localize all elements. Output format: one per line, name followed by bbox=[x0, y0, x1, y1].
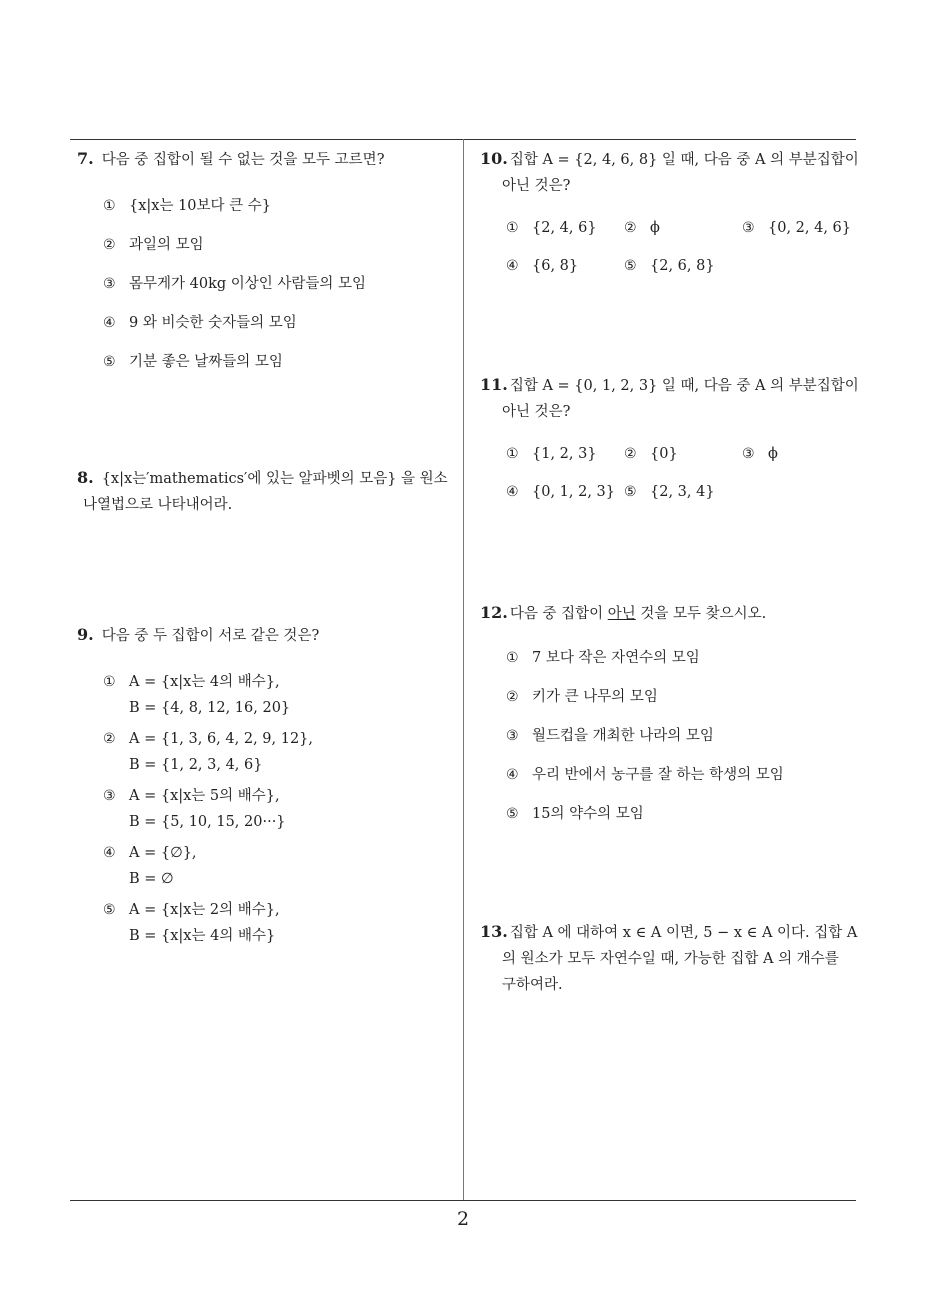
option-2: ② 과일의 모임 bbox=[103, 237, 204, 253]
column-divider bbox=[463, 139, 464, 1200]
question-12 bbox=[480, 600, 784, 827]
question-7 bbox=[77, 146, 384, 375]
option-2: ② ϕ bbox=[624, 220, 660, 236]
option-3: ③ ϕ bbox=[742, 446, 778, 462]
question-number: 10. bbox=[480, 149, 508, 168]
question-number: 12. bbox=[480, 603, 508, 622]
question-number: 7. bbox=[77, 149, 94, 168]
option-2: ② A = {1, 3, 6, 4, 2, 9, 12}, B = {1, 2, 3, 4, 6} bbox=[103, 731, 314, 773]
underlined-word: 아닌 bbox=[607, 606, 636, 622]
option-5: ⑤ 15의 약수의 모임 bbox=[506, 806, 644, 822]
question-9 bbox=[77, 622, 319, 949]
option-5: ⑤ {2, 6, 8} bbox=[624, 258, 715, 274]
question-11 bbox=[480, 372, 860, 505]
option-2: ② 키가 큰 나무의 모임 bbox=[506, 689, 658, 705]
option-5: ⑤ 기분 좋은 날짜들의 모임 bbox=[103, 354, 283, 370]
option-1: ① {x|x는 10보다 큰 수} bbox=[103, 198, 272, 214]
option-5: ⑤ {2, 3, 4} bbox=[624, 484, 715, 500]
option-1: ① {1, 2, 3} bbox=[506, 446, 597, 462]
page-number: 2 bbox=[456, 1208, 470, 1230]
question-text-line1: {x|x는′mathematics′에 있는 알파벳의 모음} 을 원소 bbox=[101, 471, 448, 487]
question-text-line1: 집합 A = {0, 1, 2, 3} 일 때, 다음 중 A 의 부분집합이 bbox=[509, 378, 859, 394]
option-4: ④ 9 와 비슷한 숫자들의 모임 bbox=[103, 315, 297, 331]
option-4: ④ 우리 반에서 농구를 잘 하는 학생의 모임 bbox=[506, 767, 784, 783]
option-5: ⑤ A = {x|x는 2의 배수}, B = {x|x는 4의 배수} bbox=[103, 902, 280, 944]
question-text-line3: 구하여라. bbox=[502, 977, 563, 993]
question-number: 8. bbox=[77, 468, 94, 487]
question-number: 9. bbox=[77, 625, 94, 644]
question-number: 11. bbox=[480, 375, 508, 394]
option-4: ④ {6, 8} bbox=[506, 258, 579, 274]
question-8 bbox=[77, 465, 448, 518]
question-text-line1: 집합 A = {2, 4, 6, 8} 일 때, 다음 중 A 의 부분집합이 bbox=[509, 152, 859, 168]
option-3: ③ 몸무게가 40kg 이상인 사람들의 모임 bbox=[103, 276, 367, 292]
option-1: ① 7 보다 작은 자연수의 모임 bbox=[506, 650, 700, 666]
option-3: ③ {0, 2, 4, 6} bbox=[742, 220, 852, 236]
question-text-line2: 아닌 것은? bbox=[502, 404, 571, 420]
question-text-line2: 나열법으로 나타내어라. bbox=[83, 497, 233, 513]
question-number: 13. bbox=[480, 922, 508, 941]
option-1: ① {2, 4, 6} bbox=[506, 220, 597, 236]
option-3: ③ A = {x|x는 5의 배수}, B = {5, 10, 15, 20···} bbox=[103, 788, 286, 830]
bottom-rule bbox=[70, 1200, 856, 1201]
option-4: ④ A = {∅}, B = ∅ bbox=[103, 845, 197, 887]
question-text-line1: 집합 A 에 대하여 x ∈ A 이면, 5 − x ∈ A 이다. 집합 A bbox=[509, 925, 858, 941]
question-text-line2: 아닌 것은? bbox=[502, 178, 571, 194]
option-1: ① A = {x|x는 4의 배수}, B = {4, 8, 12, 16, 20} bbox=[103, 674, 291, 716]
question-text-line2: 의 원소가 모두 자연수일 때, 가능한 집합 A 의 개수를 bbox=[502, 951, 839, 967]
option-4: ④ {0, 1, 2, 3} bbox=[506, 484, 616, 500]
option-3: ③ 월드컵을 개최한 나라의 모임 bbox=[506, 728, 714, 744]
question-text: 다음 중 두 집합이 서로 같은 것은? bbox=[101, 628, 320, 644]
option-2: ② {0} bbox=[624, 446, 678, 462]
question-13 bbox=[480, 919, 857, 998]
question-text: 다음 중 집합이 될 수 없는 것을 모두 고르면? bbox=[101, 152, 385, 168]
question-10 bbox=[480, 146, 860, 279]
question-text: 다음 중 집합이 아닌 것을 모두 찾으시오. bbox=[509, 606, 767, 622]
